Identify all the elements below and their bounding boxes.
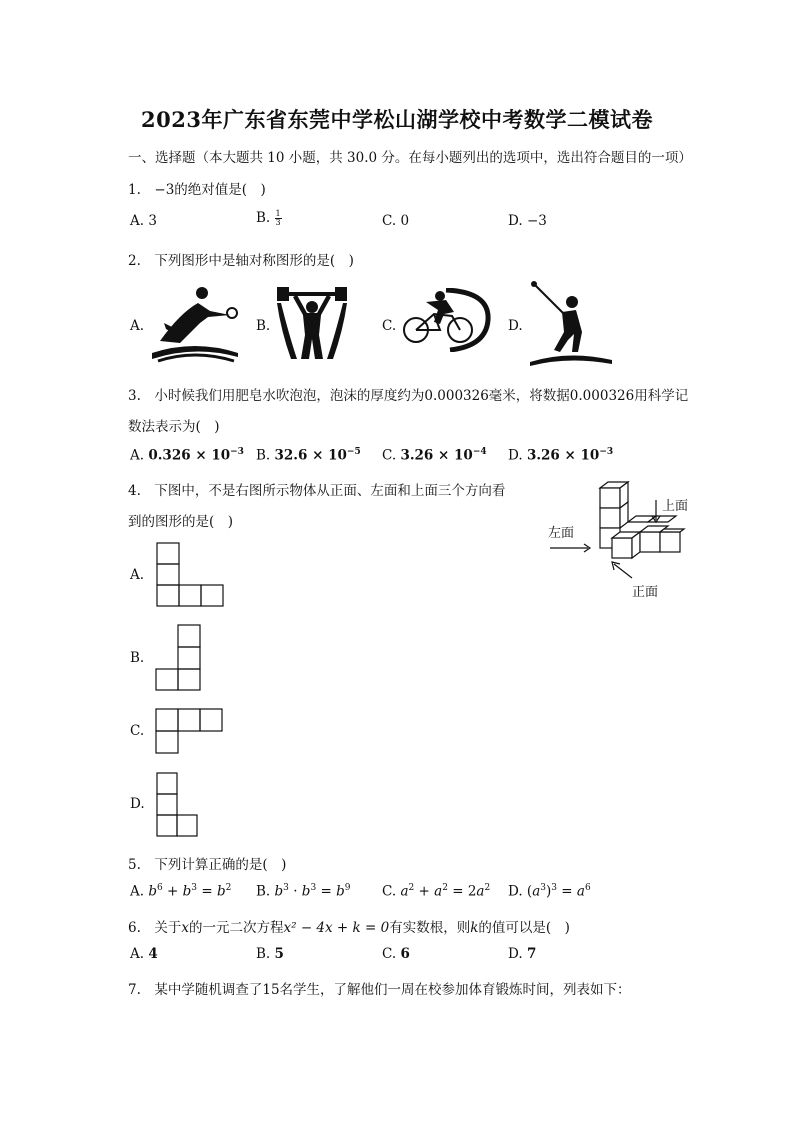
q4-label-a: A.: [130, 567, 145, 583]
question-6-stem: 6. 关于x的一元二次方程x² − 4x + k = 0有实数根，则k的值可以是( ): [128, 920, 570, 936]
q3-option-a: A. $0.326 \times 10^{-3}$: [130, 447, 244, 464]
q5-option-b: B. $b^3 \cdot b^3 = b^9$: [256, 883, 351, 900]
question-5-stem: 5. 下列计算正确的是( ): [128, 857, 287, 873]
q4-option-b-grid: [155, 624, 205, 692]
q2-label-a: A.: [130, 318, 145, 334]
question-4-stem-line1: 4. 下图中，不是右图所示物体从正面、左面和上面三个方向看: [128, 483, 506, 499]
q1-option-d: D. −3: [508, 213, 547, 229]
q4-option-a-grid: [156, 542, 226, 608]
q6-option-b: B. 5: [256, 946, 284, 962]
label-front-view: 正面: [632, 585, 659, 600]
question-1-stem: 1. −3的绝对值是( ): [128, 182, 266, 198]
q4-label-d: D.: [130, 796, 145, 812]
q5-option-a: A. $b^6 + b^3 = b^2$: [130, 883, 232, 900]
q1-option-b: B. $\frac{1}{3}$: [256, 209, 281, 227]
q6-option-c: C. 6: [382, 946, 410, 962]
question-7-stem: 7. 某中学随机调查了15名学生，了解他们一周在校参加体育锻炼时间，列表如下：: [128, 982, 631, 998]
q4-option-d-grid: [156, 772, 202, 838]
q4-label-b: B.: [130, 650, 145, 666]
q3-option-d: D. $3.26 \times 10^{-3}$: [508, 447, 614, 464]
q6-option-d: D. 7: [508, 946, 537, 962]
q2-label-b: B.: [256, 318, 271, 334]
question-2-stem: 2. 下列图形中是轴对称图形的是( ): [128, 253, 354, 269]
q2-label-d: D.: [508, 318, 523, 334]
q4-option-c-grid: [155, 708, 227, 756]
question-4-stem-line2: 到的图形的是( ): [128, 514, 234, 530]
label-top-view: 上面: [662, 499, 689, 514]
question-3-stem-line1: 3. 小时候我们用肥皂水吹泡泡，泡沫的厚度约为0.000326毫米，将数据0.000326用科学记: [128, 388, 689, 404]
q4-label-c: C.: [130, 723, 145, 739]
golfer-pictogram-icon: [528, 280, 614, 368]
page-title: 2023年广东省东莞中学松山湖学校中考数学二模试卷: [141, 107, 653, 132]
label-left-view: 左面: [548, 526, 575, 541]
q1-option-a: A. 3: [130, 213, 157, 229]
weightlifter-pictogram-icon: [275, 285, 349, 361]
q2-label-c: C.: [382, 318, 397, 334]
question-3-stem-line2: 数法表示为( ): [128, 419, 220, 435]
q6-option-a: A. 4: [130, 946, 158, 962]
view-arrows-icon: [548, 494, 666, 588]
volleyball-pictogram-icon: [150, 283, 240, 363]
cyclist-pictogram-icon: [400, 288, 492, 352]
q3-option-c: C. $3.26 \times 10^{-4}$: [382, 447, 487, 464]
section-heading: 一、选择题（本大题共 10 小题，共 30.0 分。在每小题列出的选项中，选出符合题目的一项）: [128, 150, 692, 166]
q5-option-d: D. $(a^3)^3 = a^6$: [508, 883, 591, 900]
q1-option-c: C. 0: [382, 213, 410, 229]
q3-option-b: B. $32.6 \times 10^{-5}$: [256, 447, 361, 464]
q5-option-c: C. $a^2 + a^2 = 2a^2$: [382, 883, 491, 900]
